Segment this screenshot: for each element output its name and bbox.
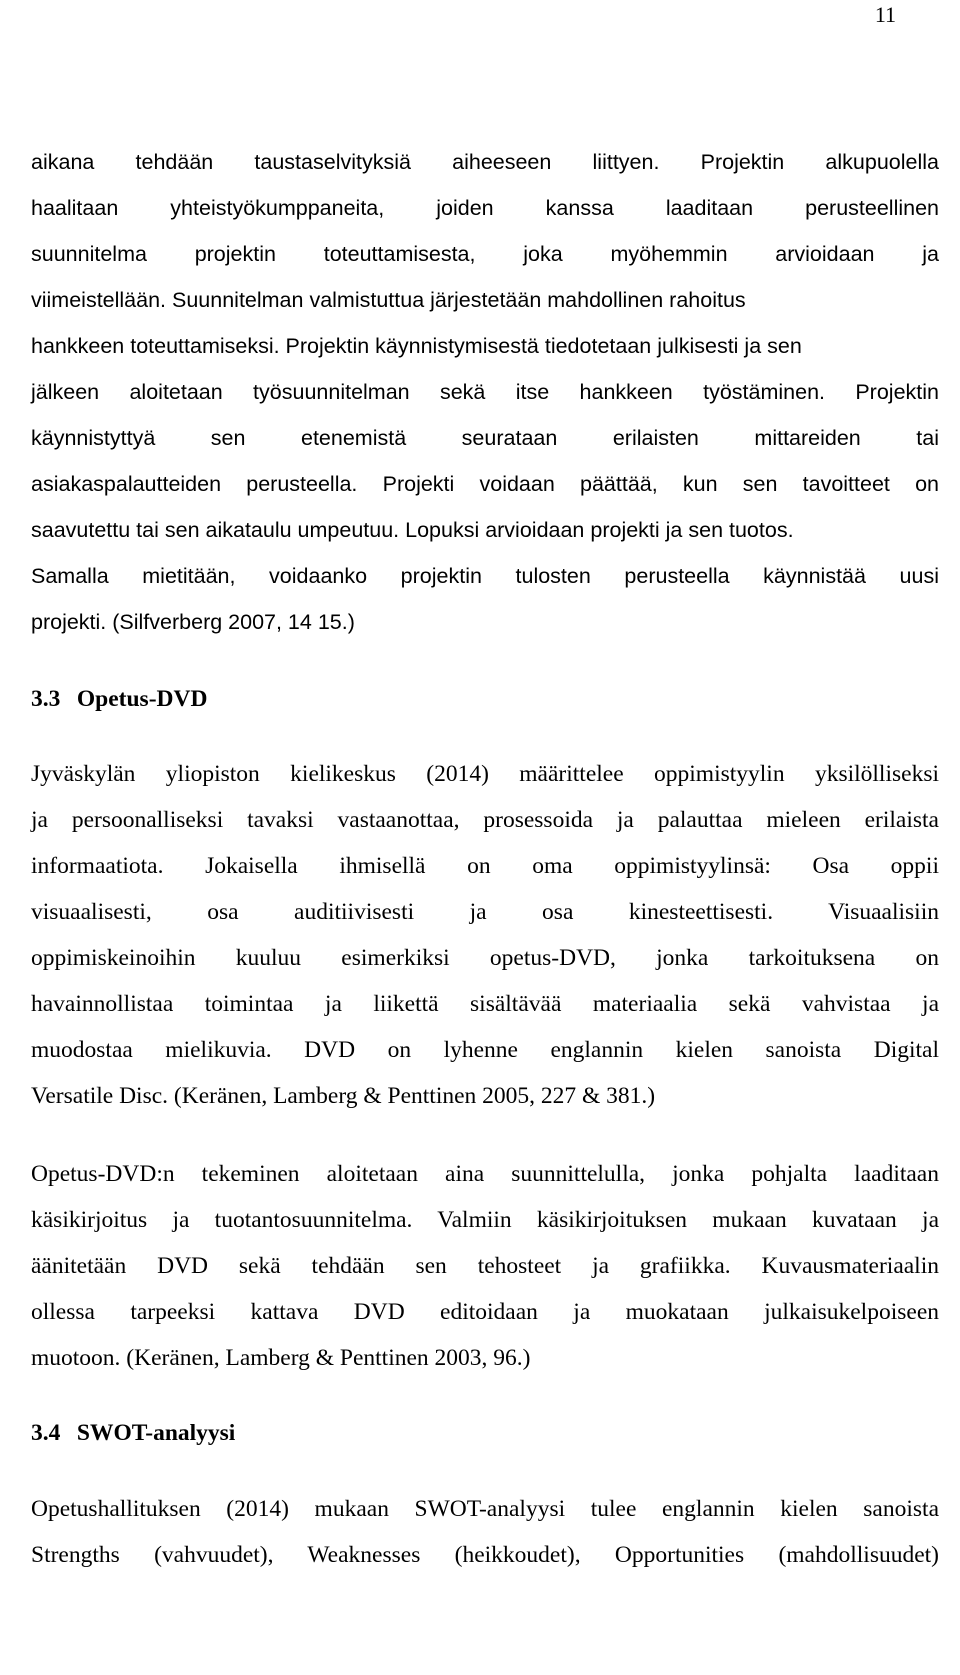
text-line: aikana tehdään taustaselvityksiä aiheeseen liittyen. Projektin alkupuolella [31, 150, 939, 174]
paragraph-dvd-production [31, 1151, 939, 1381]
text-line: Opetus-DVD:n tekeminen aloitetaan aina suunnittelulla, jonka pohjalta laaditaan [31, 1161, 939, 1187]
text-line: muodostaa mielikuvia. DVD on lyhenne englannin kielen sanoista Digital [31, 1037, 939, 1063]
text-line: saavutettu tai sen aikataulu umpeutuu. Lopuksi arvioidaan projekti ja sen tuotos. [31, 518, 794, 542]
text-line: Opetushallituksen (2014) mukaan SWOT-analyysi tulee englannin kielen sanoista [31, 1496, 939, 1522]
section-title: Opetus-DVD [76, 686, 208, 712]
paragraph-swot [31, 1486, 939, 1578]
section-number: 3.4 [31, 1420, 61, 1446]
text-line: Versatile Disc. (Keränen, Lamberg & Penttinen 2005, 227 & 381.) [31, 1083, 656, 1109]
text-line: Samalla mietitään, voidaanko projektin tulosten perusteella käynnistää uusi [31, 564, 939, 588]
text-line: oppimiskeinoihin kuuluu esimerkiksi opetus-DVD, jonka tarkoituksena on [31, 945, 939, 971]
section-heading-swot [31, 1413, 235, 1453]
section-title: SWOT-analyysi [76, 1420, 236, 1446]
text-line: Jyväskylän yliopiston kielikeskus (2014) määrittelee oppimistyylin yksilölliseksi [31, 761, 939, 787]
paragraph-learning-styles [31, 751, 939, 1119]
text-line: hankkeen toteuttamiseksi. Projektin käynnistymisestä tiedotetaan julkisesti ja sen [31, 334, 802, 358]
page-number: 11 [874, 2, 896, 27]
section-number: 3.3 [31, 686, 61, 712]
text-line: visuaalisesti, osa auditiivisesti ja osa kinesteettisesti. Visuaalisiin [31, 899, 939, 925]
section-heading-opetus-dvd [31, 679, 207, 719]
text-line: viimeistellään. Suunnitelman valmistuttua järjestetään mahdollinen rahoitus [31, 288, 746, 312]
text-line: haalitaan yhteistyökumppaneita, joiden kanssa laaditaan perusteellinen [31, 196, 939, 220]
text-line: jälkeen aloitetaan työsuunnitelman sekä itse hankkeen työstäminen. Projektin [31, 380, 939, 404]
text-line: asiakaspalautteiden perusteella. Projekti voidaan päättää, kun sen tavoitteet on [31, 472, 939, 496]
text-line: havainnollistaa toimintaa ja liikettä sisältävää materiaalia sekä vahvistaa ja [31, 991, 939, 1017]
text-line: suunnitelma projektin toteuttamisesta, joka myöhemmin arvioidaan ja [31, 242, 939, 266]
text-line: käynnistyttyä sen etenemistä seurataan erilaisten mittareiden tai [31, 426, 939, 450]
text-line: projekti. (Silfverberg 2007, 14 15.) [31, 610, 355, 634]
text-line: informaatiota. Jokaisella ihmisellä on oma oppimistyylinsä: Osa oppii [31, 853, 939, 879]
text-line: Strengths (vahvuudet), Weaknesses (heikkoudet), Opportunities (mahdollisuudet) [31, 1542, 939, 1568]
paragraph-project-phases [31, 139, 939, 645]
text-line: ollessa tarpeeksi kattava DVD editoidaan ja muokataan julkaisukelpoiseen [31, 1299, 939, 1325]
text-line: muotoon. (Keränen, Lamberg & Penttinen 2003, 96.) [31, 1345, 531, 1371]
text-line: käsikirjoitus ja tuotantosuunnitelma. Valmiin käsikirjoituksen mukaan kuvataan ja [31, 1207, 939, 1233]
text-line: ja persoonalliseksi tavaksi vastaanottaa, prosessoida ja palauttaa mieleen erilaista [31, 807, 939, 833]
text-line: äänitetään DVD sekä tehdään sen tehosteet ja grafiikka. Kuvausmateriaalin [31, 1253, 939, 1279]
